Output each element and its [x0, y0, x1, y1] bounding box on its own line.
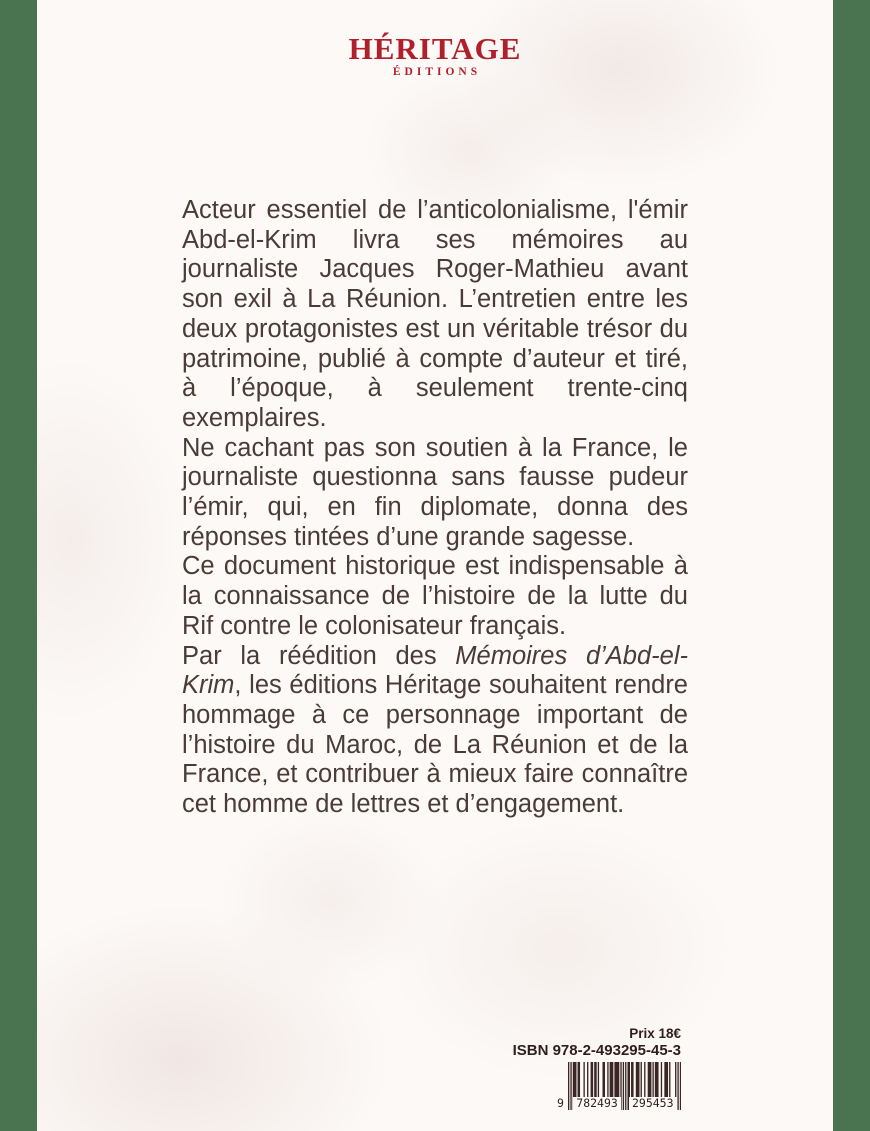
- synopsis-text: [182, 196, 688, 820]
- price-isbn-block: [513, 1026, 681, 1110]
- paragraph4-after: , les éditions Héritage souhaitent rendre hommage à ce personnage important de l’histoire du Maroc, de La Réunion et de la France, et contribuer à mieux faire connaître cet homme de lettres et d’engagement.: [182, 671, 688, 819]
- synopsis-paragraph: Acteur essentiel de l’anticolonialisme, l'émir Abd-el-Krim livra ses mémoires au journaliste Jacques Roger-Mathieu avant son exil à La Réunion. L’entretien entre les deux protagonistes est un véritable trésor du patrimoine, publié à compte d’auteur et tiré, à l’époque, à seulement trente-cinq exemplaires.: [182, 196, 688, 432]
- publisher-logo: [37, 33, 833, 79]
- barcode-digit-group2: 295453: [629, 1097, 678, 1110]
- barcode-digit-group1: 782493: [573, 1097, 622, 1110]
- price-label: Prix 18€: [629, 1026, 681, 1041]
- ean13-barcode: [557, 1062, 681, 1110]
- synopsis-paragraph: [182, 642, 688, 820]
- paragraph4-before: Par la réédition des: [182, 641, 456, 670]
- synopsis-paragraph: Ne cachant pas son soutien à la France, le journaliste questionna sans fausse pudeur l’émir, qui, en fin diplomate, donna des réponses tintées d’une grande sagesse.: [182, 433, 688, 551]
- publisher-name: HÉRITAGE: [348, 31, 522, 66]
- barcode-digit-first: 9: [557, 1096, 564, 1110]
- publisher-subtitle: ÉDITIONS: [392, 66, 482, 78]
- green-edge-left: [0, 0, 37, 1131]
- book-title-italic: Mémoires d’Abd-el-Krim: [182, 641, 688, 700]
- green-edge-right: [833, 0, 870, 1131]
- isbn-label: ISBN 978-2-493295-45-3: [512, 1042, 681, 1059]
- synopsis-paragraph: Ce document historique est indispensable à la connaissance de l’histoire de la lutte du Rif contre le colonisateur français.: [182, 552, 688, 640]
